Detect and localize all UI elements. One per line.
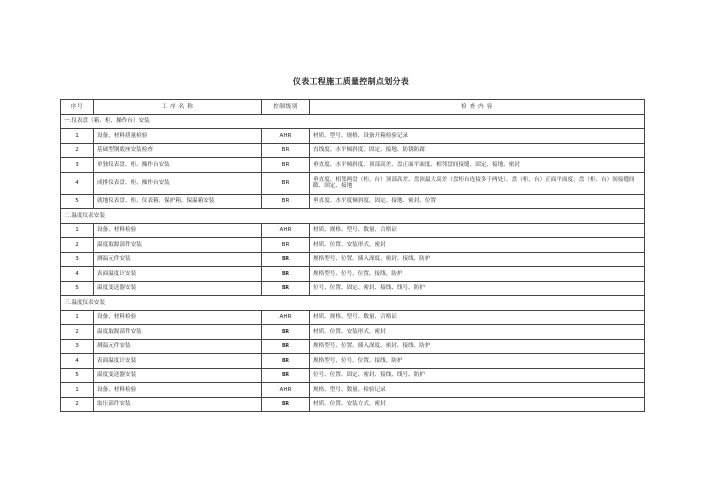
row-process-name: 成排仪表盘、柜、操作台安装 [94,172,262,194]
document-title: 仪表工程施工质量控制点划分表 [292,77,410,86]
row-check-content: 材质、位置、安装方式、密封 [310,397,645,412]
table-row [61,354,645,369]
section-row [61,296,645,311]
row-check-content: 规格型号、位号、位置、接线、防护 [310,267,645,282]
row-process-name: 设备、材料检验 [94,383,262,398]
row-check-content: 规格型号、位置、插入深度、密封、接线、防护 [310,339,645,354]
row-control-level: BR [262,252,310,267]
row-check-content: 直线度、水平倾斜度、固定、接地、防锈防腐 [310,143,645,158]
table-row [61,310,645,325]
section-row [61,209,645,224]
section-label: 二.温度仪表安装 [61,209,645,224]
row-control-level: BR [262,194,310,209]
header-level: 控制级别 [262,100,310,115]
table-header-row [61,100,645,115]
row-control-level: BR [262,267,310,282]
row-seq: 3 [61,158,94,173]
row-seq: 5 [61,194,94,209]
table-row [61,397,645,412]
row-check-content: 材质、型号、规格、设备开箱检验记录 [310,129,645,144]
row-seq: 4 [61,354,94,369]
row-control-level: BR [262,325,310,340]
row-process-name: 就地仪表盘、柜、仪表箱、保护箱、保温箱安装 [94,194,262,209]
row-seq: 3 [61,252,94,267]
header-content: 检 查 内 容 [310,100,645,115]
row-control-level: BR [262,368,310,383]
row-process-name: 温度取源部件安装 [94,238,262,253]
row-check-content: 材质、规格、型号、数量、合格证 [310,223,645,238]
row-seq: 1 [61,310,94,325]
table-row [61,194,645,209]
row-process-name: 表面温度计安装 [94,267,262,282]
section-label: 三.温度仪表安装 [61,296,645,311]
row-control-level: BR [262,397,310,412]
row-seq: 5 [61,368,94,383]
row-control-level: BR [262,281,310,296]
table-row [61,267,645,282]
table-row [61,252,645,267]
header-seq: 序号 [61,100,94,115]
section-row [61,114,645,129]
row-seq: 5 [61,281,94,296]
row-check-content: 材质、位置、安装形式、密封 [310,238,645,253]
row-control-level: BR [262,354,310,369]
row-process-name: 表面温度计安装 [94,354,262,369]
row-process-name: 设备、材料质量检验 [94,129,262,144]
table-row [61,129,645,144]
row-control-level: BR [262,158,310,173]
table-row [61,143,645,158]
row-check-content: 材质、规格、型号、数量、合格证 [310,310,645,325]
table-row [61,281,645,296]
row-control-level: BR [262,339,310,354]
row-seq: 1 [61,129,94,144]
row-control-level: BR [262,238,310,253]
row-check-content: 规格型号、位置、插入深度、密封、接线、防护 [310,252,645,267]
row-control-level: AHR [262,129,310,144]
row-process-name: 温度取源部件安装 [94,325,262,340]
row-seq: 2 [61,143,94,158]
row-seq: 4 [61,267,94,282]
row-seq: 2 [61,325,94,340]
row-check-content: 材质、位置、安装形式、密封 [310,325,645,340]
row-check-content: 规格、型号、数量、检验记录 [310,383,645,398]
row-control-level: BR [262,143,310,158]
table-row [61,223,645,238]
row-check-content: 垂直度、水平倾斜度、顶部高差、盘正面平面度、相邻盘间接缝、固定、接地、密封 [310,158,645,173]
row-seq: 1 [61,383,94,398]
row-process-name: 设备、材料检验 [94,223,262,238]
row-process-name: 温度变送器安装 [94,368,262,383]
row-seq: 4 [61,172,94,194]
row-process-name: 设备、材料检验 [94,310,262,325]
row-control-level: AHR [262,310,310,325]
row-seq: 3 [61,339,94,354]
row-process-name: 取压部件安装 [94,397,262,412]
row-control-level: AHR [262,383,310,398]
section-label: 一.仪表盘（箱、柜、操作台）安装 [61,114,645,129]
row-seq: 2 [61,397,94,412]
row-process-name: 温度变送器安装 [94,281,262,296]
row-control-level: BR [262,172,310,194]
row-process-name: 基础型钢底座安装检查 [94,143,262,158]
row-check-content: 规格型号、位号、位置、接线、防护 [310,354,645,369]
table-body [61,114,645,412]
row-check-content: 位号、位置、固定、密封、接线、线号、防护 [310,281,645,296]
row-seq: 1 [61,223,94,238]
table-row [61,172,645,194]
table-row [61,339,645,354]
table-row [61,383,645,398]
quality-control-table [60,99,645,412]
row-control-level: AHR [262,223,310,238]
row-check-content: 位号、位置、固定、密封、接线、线号、防护 [310,368,645,383]
header-process: 工 序 名 称 [94,100,262,115]
table-row [61,158,645,173]
row-process-name: 测温元件安装 [94,252,262,267]
table-row [61,238,645,253]
table-row [61,325,645,340]
table-row [61,368,645,383]
row-check-content: 垂直度、相邻两盘（柜、台）顶部高差、盘顶最大高差（盘柜台连接多于两处）、盘（柜、台）正面平面度、盘（柜、台）间接缝间隙、固定、接地 [310,172,645,194]
row-process-name: 单独仪表盘、柜、操作台安装 [94,158,262,173]
row-process-name: 测温元件安装 [94,339,262,354]
row-check-content: 垂直度、水平度倾斜度、固定、接地、密封、位置 [310,194,645,209]
row-seq: 2 [61,238,94,253]
